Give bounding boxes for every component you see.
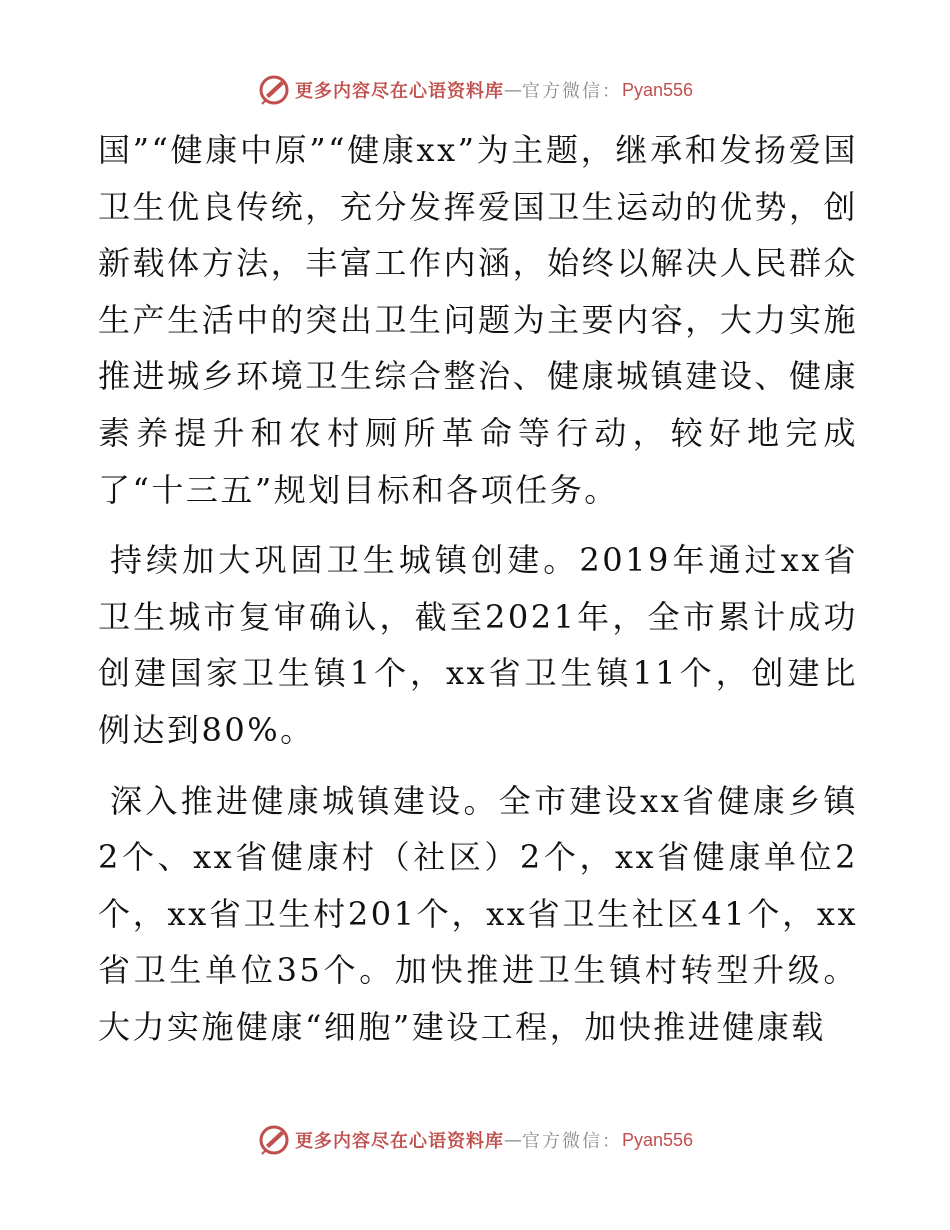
document-body	[98, 122, 858, 1056]
watermark-handle: Pyan556	[621, 1129, 694, 1150]
watermark-brand: 更多内容尽在心语资料库	[294, 81, 504, 102]
paragraph: 持续加大巩固卫生城镇创建。2019年通过xx省卫生城市复审确认，截至2021年，全市累计成功创建国家卫生镇1个，xx省卫生镇11个，创建比例达到80%。	[98, 541, 858, 749]
watermark-dash: —	[503, 79, 522, 101]
brand-logo-icon	[257, 73, 291, 107]
header-watermark	[0, 70, 950, 110]
watermark-handle: Pyan556	[621, 79, 694, 100]
watermark-dash: —	[503, 1129, 522, 1151]
watermark-label: 官方微信：	[521, 1131, 622, 1152]
footer-watermark	[0, 1120, 950, 1160]
watermark-label: 官方微信：	[521, 81, 622, 102]
paragraph: 国”“健康中原”“健康xx”为主题，继承和发扬爱国卫生优良传统，充分发挥爱国卫生运动的优势，创新载体方法，丰富工作内涵，始终以解决人民群众生产生活中的突出卫生问题为主要内容，大力实施推进城乡环境卫生综合整治、健康城镇建设、健康素养提升和农村厕所革命等行动，较好地完成了“十三五”规划目标和各项任务。	[98, 131, 858, 509]
brand-logo-icon	[257, 1123, 291, 1157]
paragraph: 深入推进健康城镇建设。全市建设xx省健康乡镇2个、xx省健康村（社区）2个，xx省健康单位2个，xx省卫生村201个，xx省卫生社区41个，xx省卫生单位35个。加快推进卫生镇村转型升级。大力实施健康“细胞”建设工程，加快推进健康载	[98, 781, 858, 1046]
watermark-brand: 更多内容尽在心语资料库	[294, 1131, 504, 1152]
